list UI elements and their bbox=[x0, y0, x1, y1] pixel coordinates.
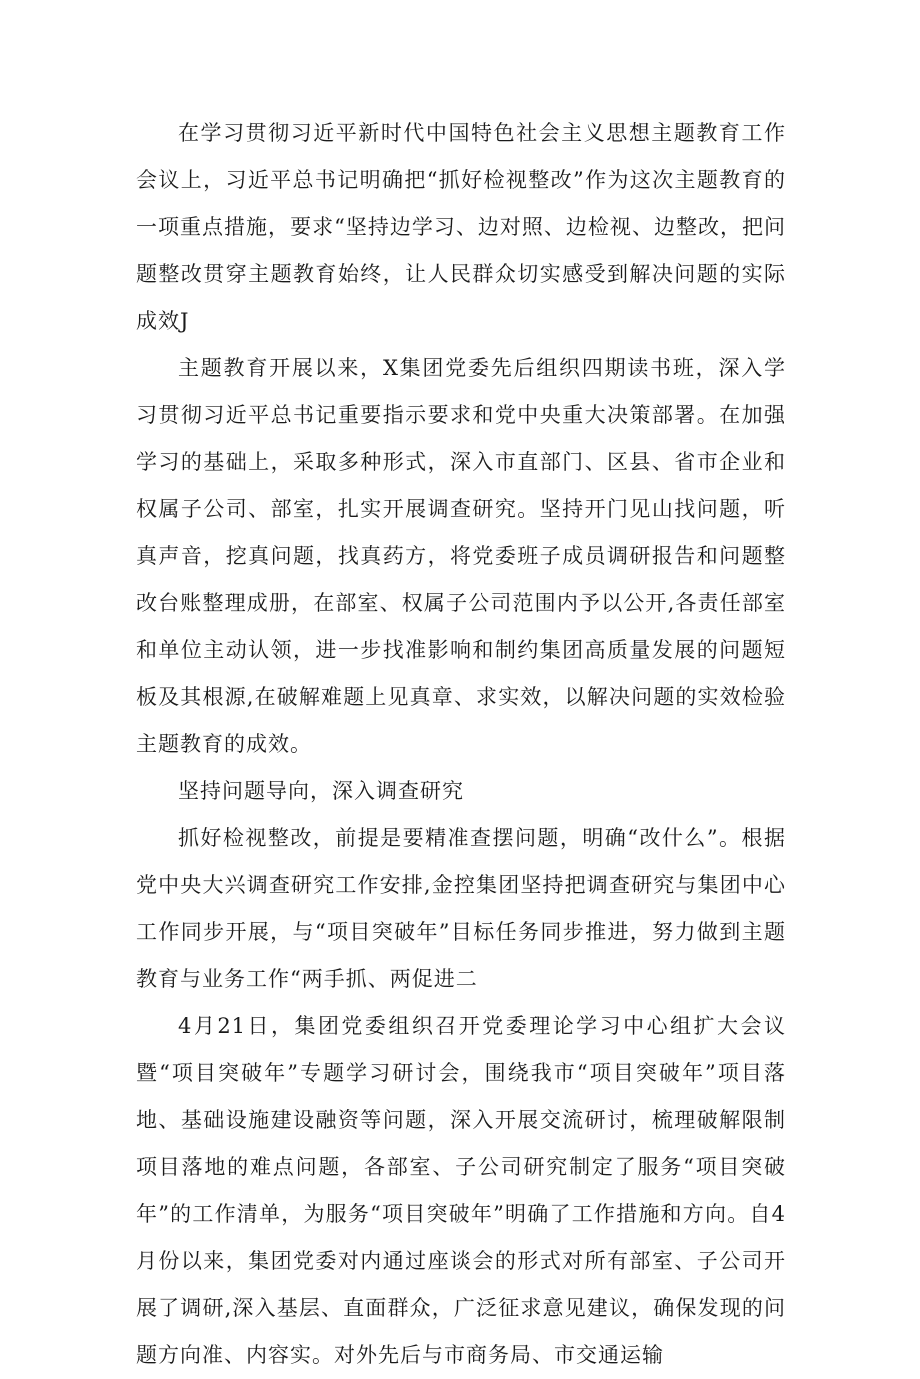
section-heading: 坚持问题导向，深入调查研究 bbox=[178, 779, 464, 803]
document-body bbox=[136, 110, 786, 1379]
paragraph-4: 4月21日，集团党委组织召开党委理论学习中心组扩大会议暨“项目突破年”专题学习研讨会，围绕我市“项目突破年”项目落地、基础设施建设融资等问题，深入开展交流研讨，梳理破解限制项目落地的难点问题，各部室、子公司研究制定了服务“项目突破年”的工作清单，为服务“项目突破年”明确了工作措施和方向。自4月份以来，集团党委对内通过座谈会的形式对所有部室、子公司开展了调研,深入基层、直面群众，广泛征求意见建议，确保发现的问题方向准、内容实。对外先后与市商务局、市交通运输 bbox=[136, 1014, 786, 1367]
paragraph-3: 抓好检视整改，前提是要精准查摆问题，明确“改什么”。根据党中央大兴调查研究工作安排,金控集团坚持把调查研究与集团中心工作同步开展，与“项目突破年”目标任务同步推进，努力做到主题教育与业务工作“两手抓、两促进二 bbox=[136, 826, 786, 991]
paragraph-2: 主题教育开展以来，X集团党委先后组织四期读书班，深入学习贯彻习近平总书记重要指示要求和党中央重大决策部署。在加强学习的基础上，采取多种形式，深入市直部门、区县、省市企业和权属子公司、部室，扎实开展调查研究。坚持开门见山找问题，听真声音，挖真问题，找真药方，将党委班子成员调研报告和问题整改台账整理成册，在部室、权属子公司范围内予以公开,各责任部室和单位主动认领，进一步找准影响和制约集团高质量发展的问题短板及其根源,在破解难题上见真章、求实效，以解决问题的实效检验主题教育的成效。 bbox=[136, 356, 786, 756]
paragraph-1: 在学习贯彻习近平新时代中国特色社会主义思想主题教育工作会议上，习近平总书记明确把“抓好检视整改”作为这次主题教育的一项重点措施，要求“坚持边学习、边对照、边检视、边整改，把问题整改贯穿主题教育始终，让人民群众切实感受到解决问题的实际成效J bbox=[136, 121, 786, 333]
